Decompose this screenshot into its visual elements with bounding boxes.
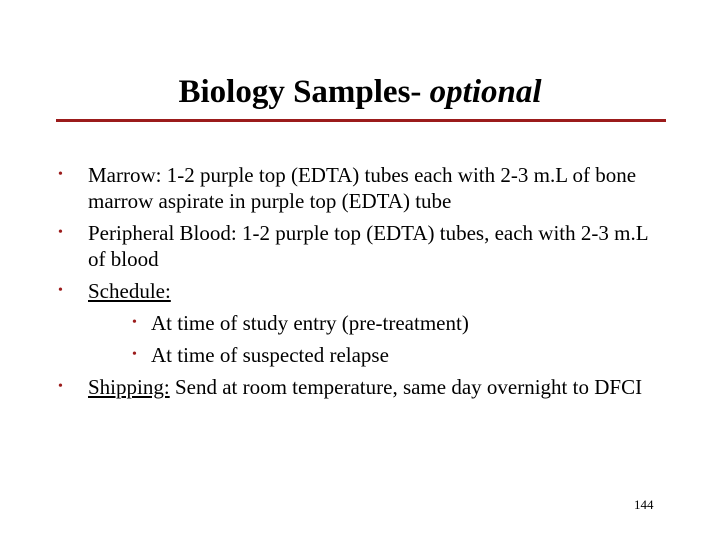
sub-bullet-relapse xyxy=(0,342,671,368)
sub-bullet-study-entry xyxy=(0,310,671,336)
sub-bullet-relapse-text: At time of suspected relapse xyxy=(151,343,389,367)
bullet-dot-icon: • xyxy=(58,225,63,240)
sub-bullet-dot-icon: • xyxy=(132,347,137,362)
bullet-marrow-text: Marrow: 1-2 purple top (EDTA) tubes each with 2-3 m.L of bone marrow aspirate in purple top (EDTA) tube xyxy=(88,163,637,213)
sub-bullet-dot-icon: • xyxy=(132,315,137,330)
shipping-label: Shipping: xyxy=(88,375,170,399)
bullet-shipping xyxy=(0,374,668,400)
title-emphasis: optional xyxy=(429,74,542,110)
bullet-peripheral-blood xyxy=(0,220,668,272)
bullet-marrow xyxy=(0,162,668,214)
slide-title xyxy=(0,72,720,112)
bullet-dot-icon: • xyxy=(58,283,63,298)
schedule-label: Schedule: xyxy=(88,279,171,303)
bullet-peripheral-blood-text: Peripheral Blood: 1-2 purple top (EDTA) tubes, each with 2-3 m.L of blood xyxy=(88,221,648,271)
sub-bullet-study-entry-text: At time of study entry (pre-treatment) xyxy=(151,311,469,335)
page-number: 144 xyxy=(634,497,654,512)
bullet-dot-icon: • xyxy=(58,379,63,394)
shipping-text: Send at room temperature, same day overnight to DFCI xyxy=(169,375,643,399)
bullet-list xyxy=(0,162,720,406)
bullet-schedule xyxy=(0,278,668,368)
title-divider xyxy=(56,119,666,122)
bullet-dot-icon: • xyxy=(58,167,63,182)
title-main: Biology Samples- xyxy=(178,74,422,110)
